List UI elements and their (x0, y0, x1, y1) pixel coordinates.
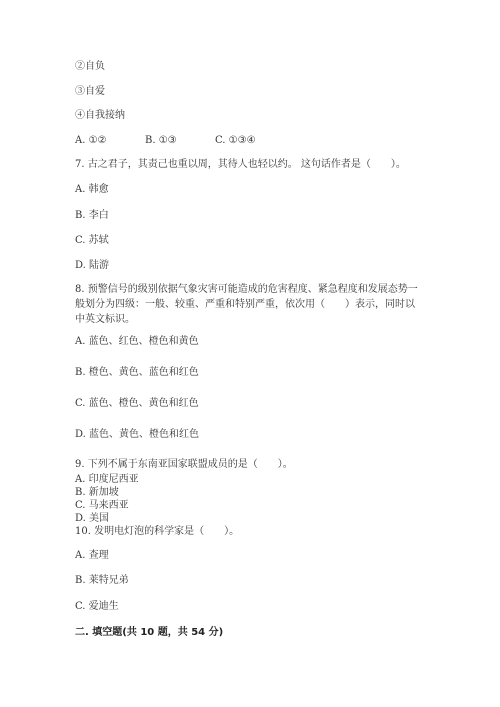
q8-option-d: D. 蓝色、黄色、橙色和红色 (75, 429, 200, 440)
q8-stem-line-1: 8. 预警信号的级别依据气象灾害可能造成的危害程度、紧急程度和发展态势一 (75, 284, 418, 295)
q9-option-a: A. 印度尼西亚 (75, 474, 139, 485)
q7-option-a: A. 韩愈 (75, 184, 109, 195)
q7-option-d: D. 陆游 (75, 260, 110, 271)
q10-option-c: C. 爱迪生 (75, 601, 119, 612)
q9-option-b: B. 新加坡 (75, 487, 119, 498)
q6-option-b: B. ①③ (145, 135, 177, 146)
q6-item-4: ④自我接纳 (75, 110, 125, 121)
q7-stem: 7. 古之君子，其责己也重以周，其待人也轻以约。 这句话作者是（ ）。 (75, 159, 406, 170)
q8-stem-line-3: 中英文标识。 (75, 314, 135, 325)
q6-item-3: ③自爱 (75, 86, 105, 97)
q8-option-a: A. 蓝色、红色、橙色和黄色 (75, 336, 199, 347)
q6-item-2: ②自负 (75, 61, 105, 72)
q10-stem: 10. 发明电灯泡的科学家是（ ）。 (75, 526, 240, 537)
q8-option-b: B. 橙色、黄色、蓝色和红色 (75, 367, 199, 378)
q9-option-d: D. 美国 (75, 513, 110, 524)
q8-stem-line-2: 般划分为四级：一般、较重、严重和特别严重，依次用（ ）表示，同时以 (75, 299, 415, 310)
section-heading-fill-in: 二. 填空题(共 10 题，共 54 分) (75, 627, 224, 638)
q7-option-c: C. 苏轼 (75, 235, 109, 246)
q6-option-c: C. ①③④ (215, 135, 256, 146)
q10-option-b: B. 莱特兄弟 (75, 575, 129, 586)
q8-option-c: C. 蓝色、橙色、黄色和红色 (75, 398, 199, 409)
q7-option-b: B. 李白 (75, 210, 109, 221)
q6-option-a: A. ①② (75, 135, 107, 146)
q10-option-a: A. 查理 (75, 550, 109, 561)
q9-stem: 9. 下列不属于东南亚国家联盟成员的是（ ）。 (75, 459, 293, 470)
q9-option-c: C. 马来西亚 (75, 500, 129, 511)
